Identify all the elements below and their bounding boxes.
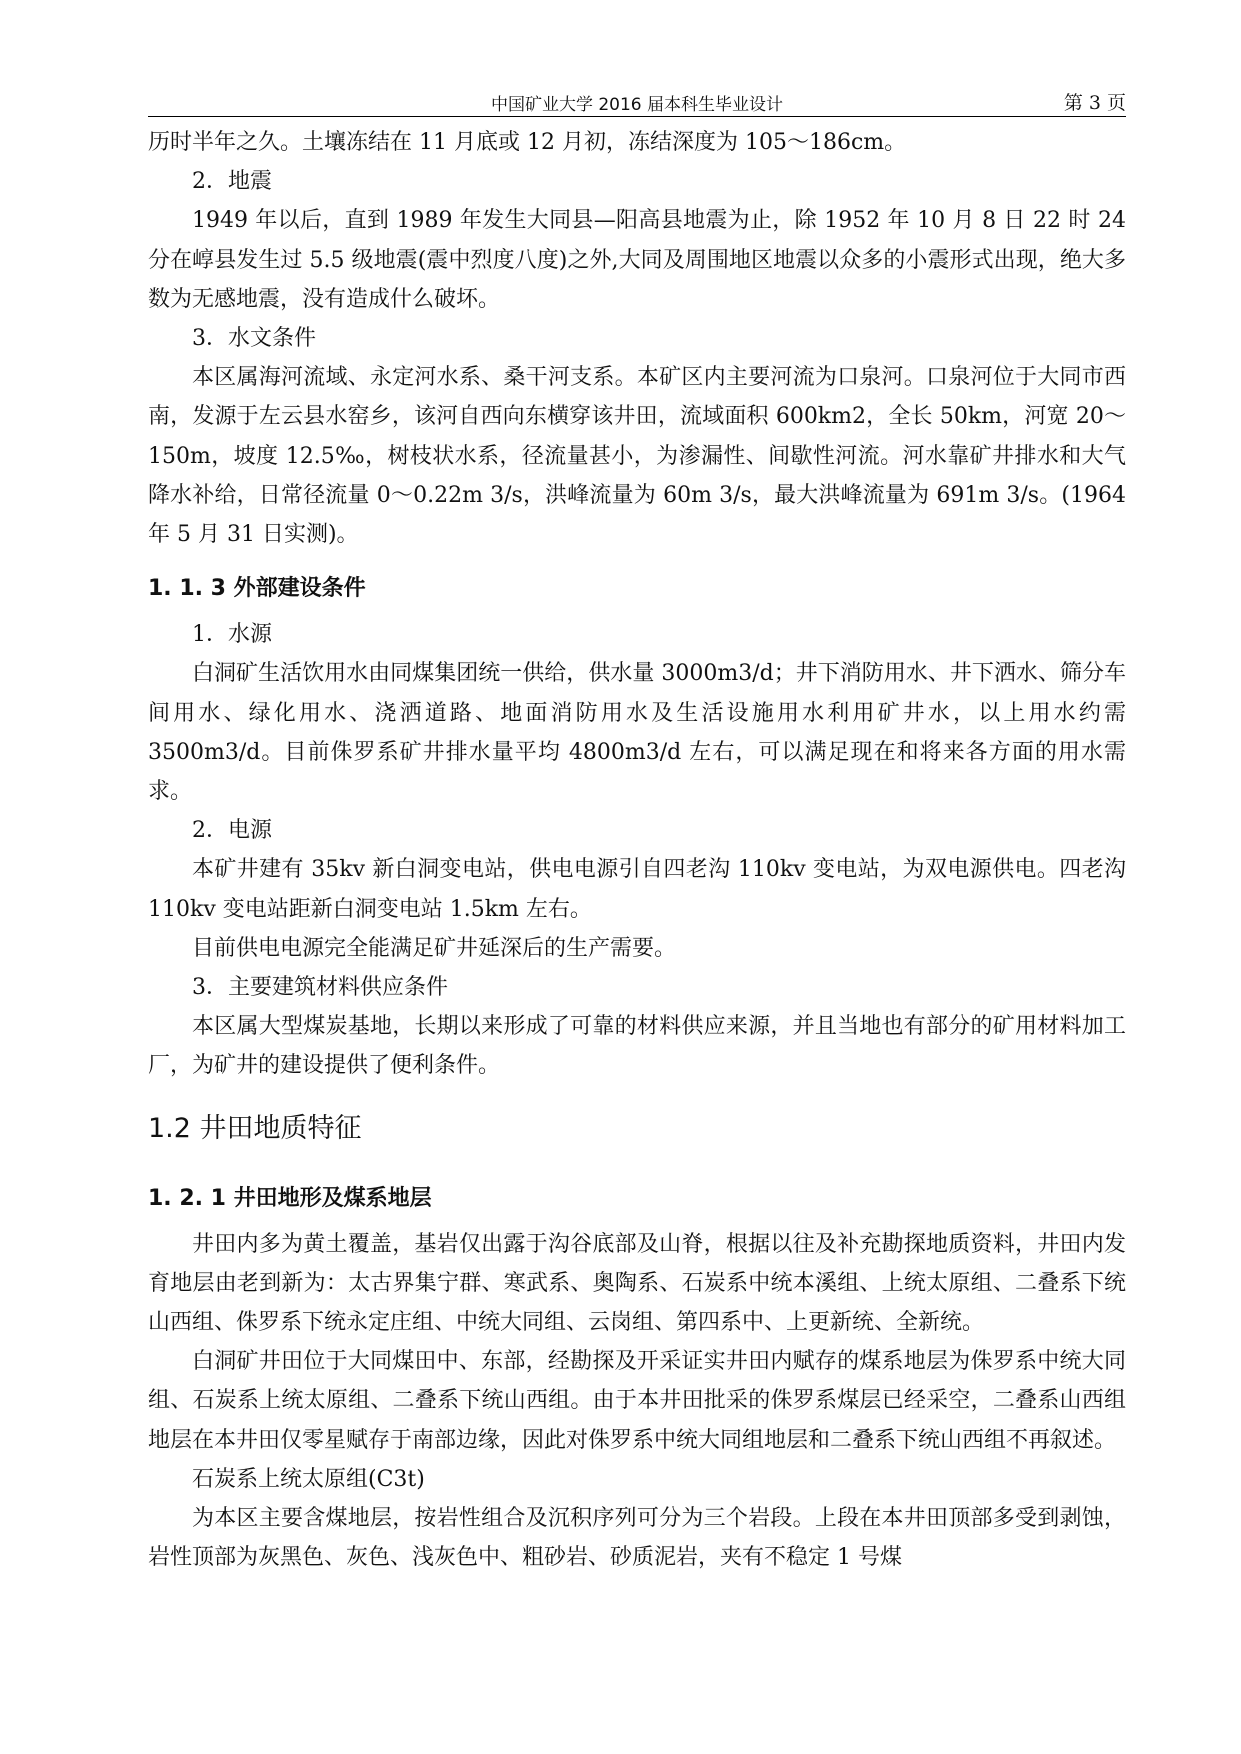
paragraph: 白洞矿井田位于大同煤田中、东部，经勘探及开采证实井田内赋存的煤系地层为侏罗系中统大同组、石炭系上统太原组、二叠系下统山西组。由于本井田批采的侏罗系煤层已经采空，二叠系山西组地层在本井田仅零星赋存于南部边缘，因此对侏罗系中统大同组地层和二叠系下统山西组不再叙述。 [148, 1349, 1126, 1453]
subsection-label: 3．水文条件 [192, 326, 316, 352]
page-number: 第 3 页 [1063, 92, 1126, 114]
paragraph: 本矿井建有 35kv 新白洞变电站，供电电源引自四老沟 110kv 变电站，为双电源供电。四老沟 110kv 变电站距新白洞变电站 1.5km 左右。 [148, 857, 1126, 922]
paragraph: 本区属海河流域、永定河水系、桑干河支系。本矿区内主要河流为口泉河。口泉河位于大同市西南，发源于左云县水窑乡，该河自西向东横穿该井田，流域面积 600km2，全长 50km，河宽 20～150m，坡度 12.5‰，树枝状水系，径流量甚小，为渗漏性、间歇性河流。河水靠矿井排水和大气降水补给，日常径流量 0～0.22m 3/s，洪峰流量为 60m 3/s，最大洪峰流量为 691m 3/s。(1964 年 5 月 31 日实测)。 [148, 365, 1126, 548]
subsection-label: 2．电源 [192, 818, 272, 844]
section-heading: 1. 1. 3 外部建设条件 [148, 576, 366, 602]
subsection-label: 1．水源 [192, 622, 272, 648]
page-header [148, 82, 1126, 117]
document-body [148, 123, 1126, 1578]
header-title: 中国矿业大学 2016 届本科生毕业设计 [490, 95, 784, 115]
paragraph: 历时半年之久。土壤冻结在 11 月底或 12 月初，冻结深度为 105～186cm。 [148, 130, 907, 155]
section-heading: 1. 2. 1 井田地形及煤系地层 [148, 1185, 432, 1211]
paragraph: 1949 年以后，直到 1989 年发生大同县—阳高县地震为止，除 1952 年 10 月 8 日 22 时 24 分在崞县发生过 5.5 级地震(震中烈度八度)之外,大同及周围地区地震以众多的小震形式出现，绝大多数为无感地震，没有造成什么破坏。 [148, 208, 1126, 312]
paragraph: 目前供电电源完全能满足矿井延深后的生产需要。 [192, 935, 677, 961]
paragraph: 井田内多为黄土覆盖，基岩仅出露于沟谷底部及山脊，根据以往及补充勘探地质资料，井田内发育地层由老到新为：太古界集宁群、寒武系、奥陶系、石炭系中统本溪组、上统太原组、二叠系下统山西组、侏罗系下统永定庄组、中统大同组、云岗组、第四系中、上更新统、全新统。 [148, 1231, 1126, 1336]
subsection-label: 石炭系上统太原组(C3t) [192, 1466, 425, 1492]
paragraph: 为本区主要含煤地层，按岩性组合及沉积序列可分为三个岩段。上段在本井田顶部多受到剥蚀，岩性顶部为灰黑色、灰色、浅灰色中、粗砂岩、砂质泥岩，夹有不稳定 1 号煤 [148, 1506, 1126, 1571]
subsection-label: 2．地震 [192, 169, 272, 195]
paragraph: 白洞矿生活饮用水由同煤集团统一供给，供水量 3000m3/d；井下消防用水、井下洒水、筛分车间用水、绿化用水、浇洒道路、地面消防用水及生活设施用水利用矿井水，以上用水约需 3500m3/d。目前侏罗系矿井排水量平均 4800m3/d 左右，可以满足现在和将来各方面的用水需求。 [148, 661, 1126, 805]
paragraph: 本区属大型煤炭基地，长期以来形成了可靠的材料供应来源，并且当地也有部分的矿用材料加工厂，为矿井的建设提供了便利条件。 [148, 1014, 1126, 1079]
subsection-label: 3．主要建筑材料供应条件 [192, 975, 448, 1001]
chapter-heading: 1.2 井田地质特征 [148, 1112, 362, 1144]
